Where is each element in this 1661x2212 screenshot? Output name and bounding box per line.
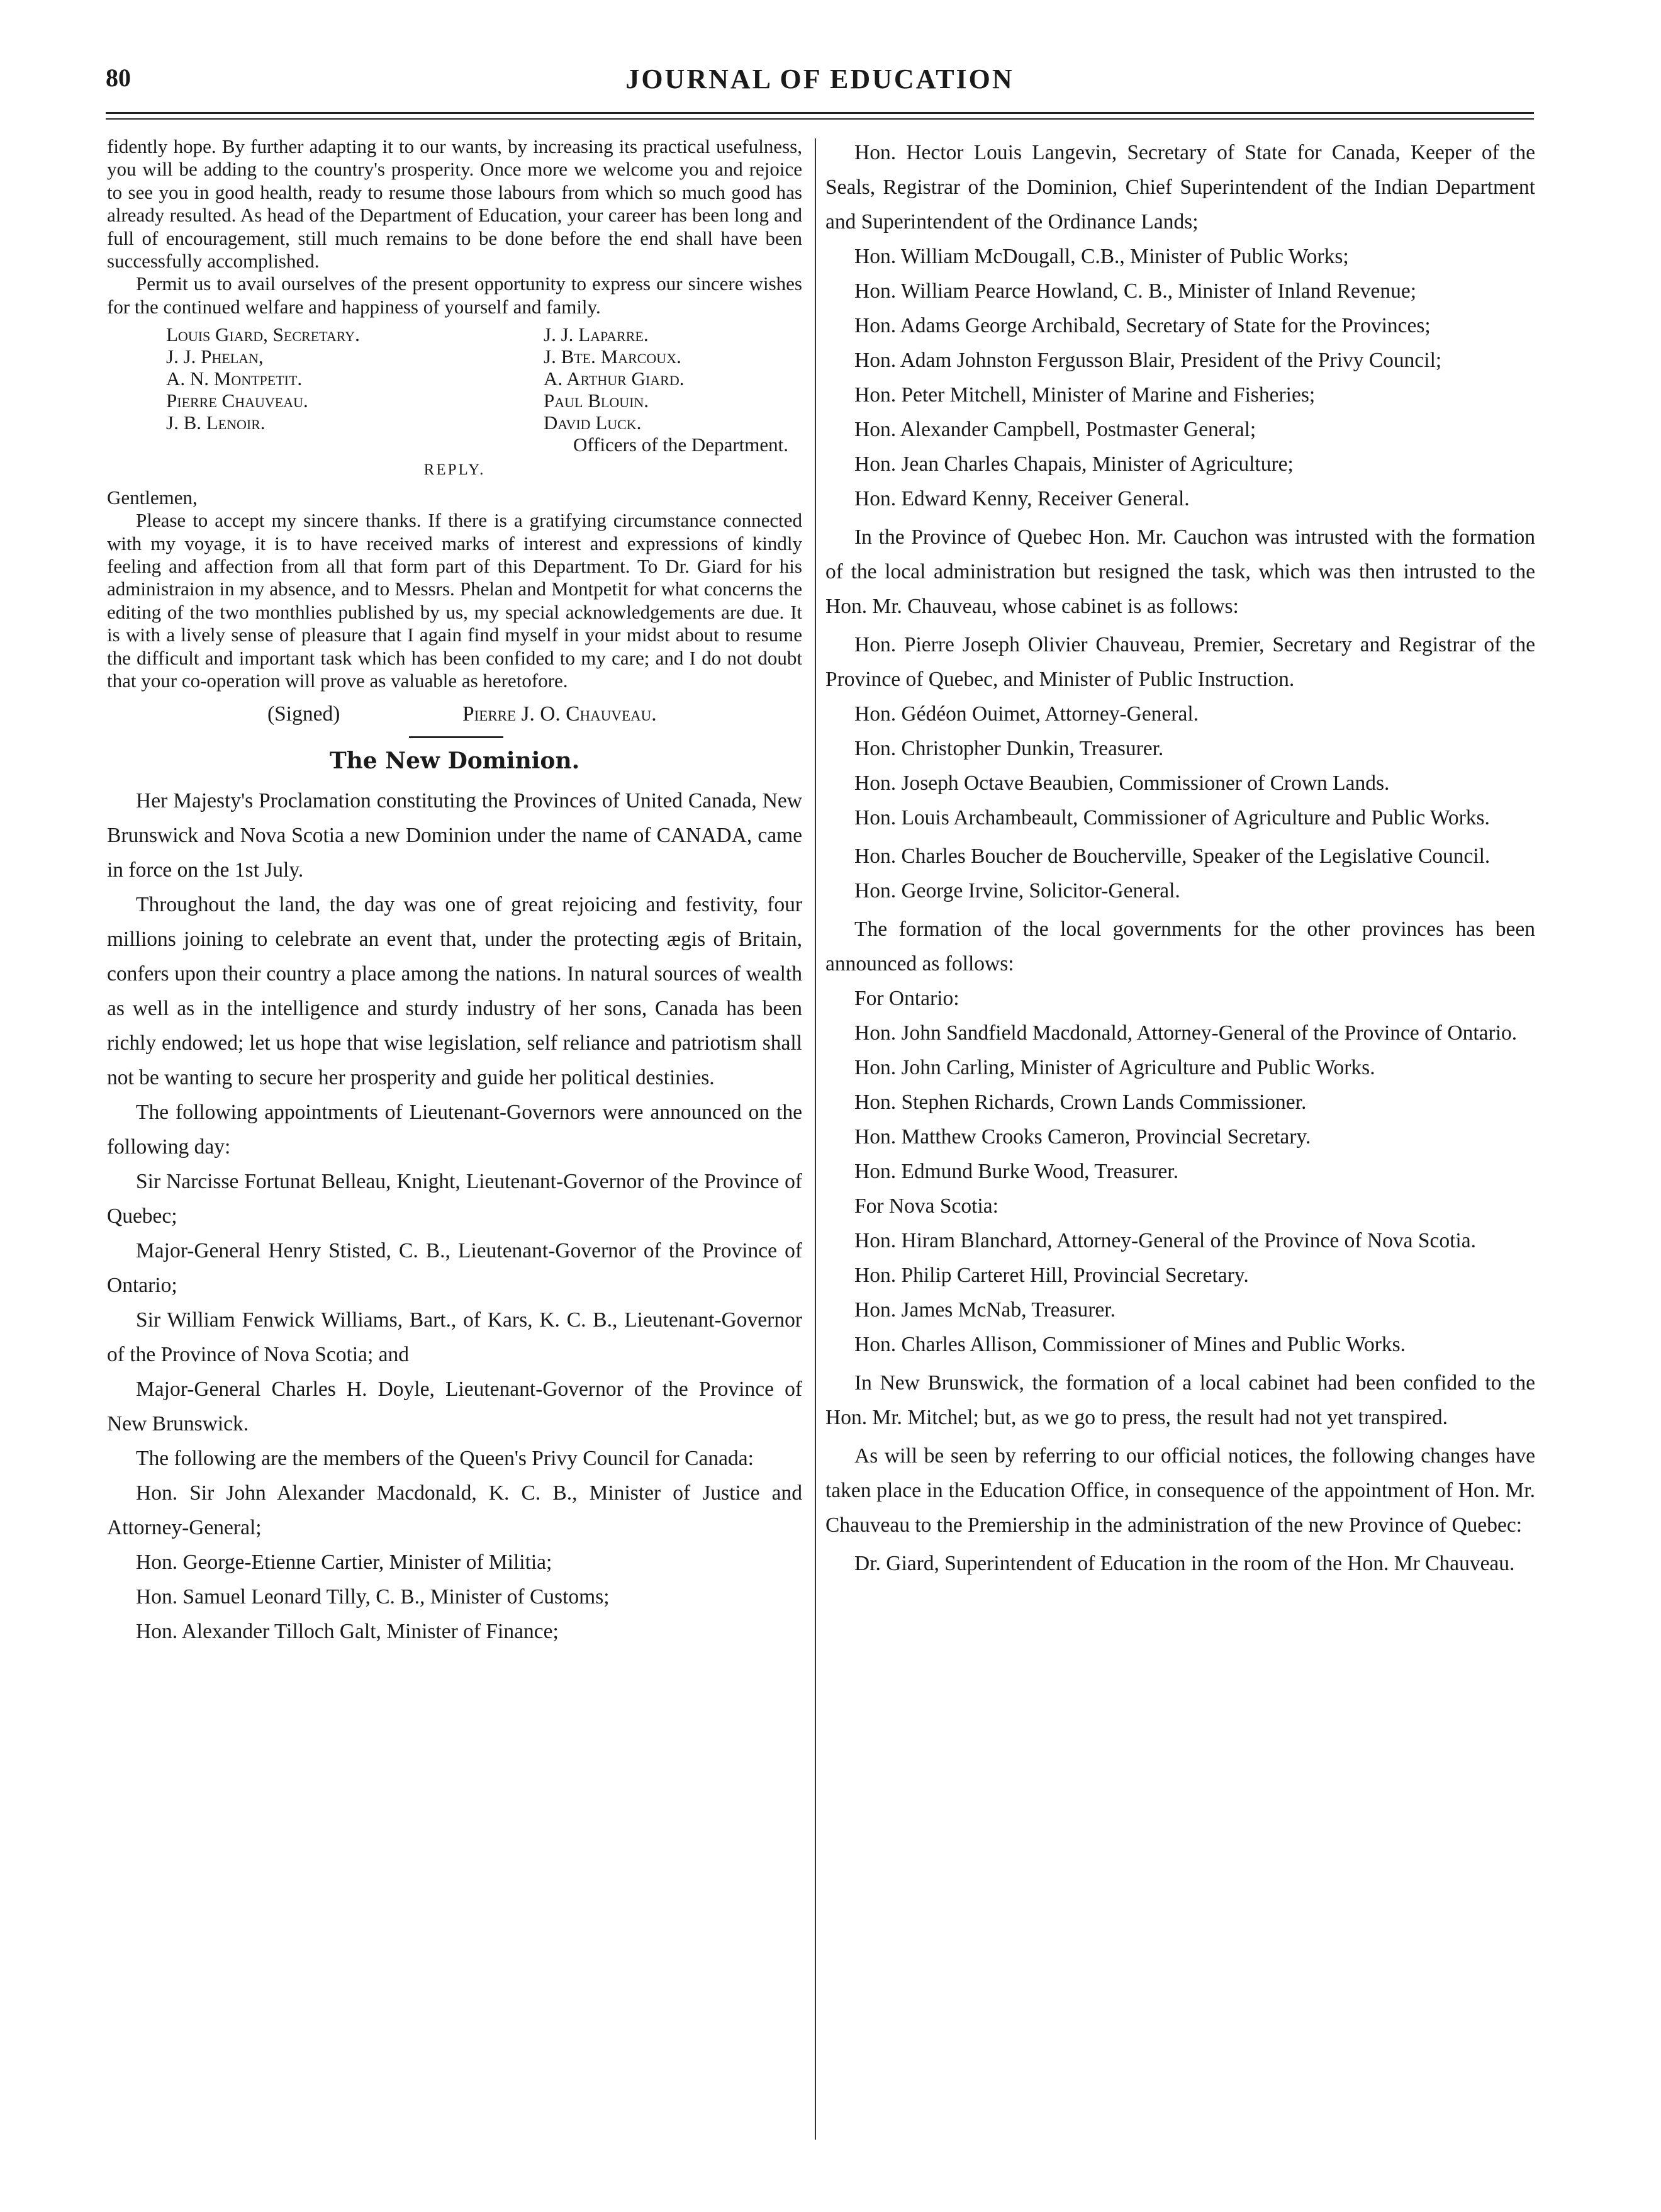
article-paragraph: Hon. Peter Mitchell, Minister of Marine and Fisheries; (854, 383, 1316, 407)
signatory-row (166, 368, 802, 390)
article-paragraph: Hon. John Carling, Minister of Agriculture and Public Works. (854, 1056, 1375, 1079)
signatory-row (166, 323, 802, 345)
reply-block (107, 509, 802, 692)
signatory-name: J. Bte. Marcoux. (544, 345, 681, 368)
signatory-name: J. J. Phelan, (166, 345, 264, 368)
article-paragraph: Hon. George-Etienne Cartier, Minister of Militia; (136, 1550, 552, 1574)
article-paragraph: Sir Narcisse Fortunat Belleau, Knight, Lieutenant-Governor of the Province of Quebec; (107, 1169, 802, 1228)
salutation: Gentlemen, (107, 486, 198, 509)
article-paragraph: Her Majesty's Proclamation constituting the Provinces of United Canada, New Brunswick and Nova Scotia a new Dominion under the name of CANADA, came in force on the 1st July. (107, 789, 802, 882)
header-rule-secondary (106, 118, 1534, 120)
article-paragraph: Hon. Philip Carteret Hill, Provincial Secretary. (854, 1264, 1249, 1287)
article-paragraph: Hon. Louis Archambeault, Commissioner of Agriculture and Public Works. (854, 806, 1490, 829)
signatory-row (166, 345, 802, 368)
section-divider (409, 736, 503, 738)
page-header (106, 63, 1534, 107)
article-paragraph: Throughout the land, the day was one of great rejoicing and festivity, four millions joining to celebrate an event that, under the protecting ægis of Britain, confers upon their country a place among the nations. In natural sources of wealth as well as in the intelligence and sturdy industry of her sons, Canada has been richly endowed; let us hope that wise legislation, self reliance and patriotism shall not be wanting to secure her prosperity and guide her political destinies. (107, 892, 802, 1089)
signatory-name: David Luck. (544, 412, 642, 434)
left-column (107, 135, 802, 1649)
page-number: 80 (106, 64, 131, 92)
article-paragraph: Hon. Christopher Dunkin, Treasurer. (854, 737, 1164, 760)
article-paragraph: Hon. George Irvine, Solicitor-General. (854, 879, 1180, 902)
article-paragraph: Hon. Alexander Tilloch Galt, Minister of Finance; (136, 1619, 559, 1643)
address-block (107, 135, 802, 318)
article-paragraph: Hon. William Pearce Howland, C. B., Minister of Inland Revenue; (854, 279, 1417, 303)
article-paragraph: Hon. James McNab, Treasurer. (854, 1298, 1116, 1322)
article-paragraph: Major-General Henry Stisted, C. B., Lieutenant-Governor of the Province of Ontario; (107, 1238, 802, 1297)
new-dominion-article (107, 783, 802, 1649)
right-column (825, 135, 1535, 1581)
subheading-nova-scotia: For Nova Scotia: (854, 1194, 998, 1218)
signatories-list (166, 323, 802, 434)
article-paragraph: Hon. William McDougall, C.B., Minister of Public Works; (854, 245, 1349, 268)
signed-name: Pierre J. O. Chauveau. (462, 702, 657, 726)
article-paragraph: Hon. John Sandfield Macdonald, Attorney-General of the Province of Ontario. (854, 1021, 1518, 1045)
article-paragraph: The formation of the local governments for the other provinces has been announced as follows: (825, 918, 1535, 975)
journal-title: JOURNAL OF EDUCATION (625, 64, 1014, 94)
signatory-row (166, 412, 802, 434)
article-paragraph: Hon. Gédéon Ouimet, Attorney-General. (854, 702, 1199, 726)
article-paragraph: Sir William Fenwick Williams, Bart., of Kars, K. C. B., Lieutenant-Governor of the Province of Nova Scotia; and (107, 1308, 802, 1366)
column-separator (815, 138, 816, 2140)
article-paragraph: Hon. Sir John Alexander Macdonald, K. C. B., Minister of Justice and Attorney-General; (107, 1481, 802, 1539)
signature-line (107, 697, 802, 731)
article-paragraph: Hon. Edmund Burke Wood, Treasurer. (854, 1160, 1178, 1183)
officers-line: Officers of the Department. (573, 434, 788, 456)
article-paragraph: In the Province of Quebec Hon. Mr. Cauchon was intrusted with the formation of the local administration but resigned the task, which was then intrusted to the Hon. Mr. Chauveau, whose cabinet is as follows: (825, 525, 1535, 618)
article-paragraph: Hon. Alexander Campbell, Postmaster General; (854, 418, 1256, 441)
signatory-name: Pierre Chauveau. (166, 390, 308, 412)
article-paragraph: Hon. Matthew Crooks Cameron, Provincial Secretary. (854, 1125, 1311, 1148)
signatory-row (166, 390, 802, 412)
article-paragraph: Hon. Samuel Leonard Tilly, C. B., Minister of Customs; (136, 1585, 610, 1608)
header-rule (106, 112, 1534, 114)
section-heading: The New Dominion. (329, 747, 580, 774)
article-paragraph: In New Brunswick, the formation of a local cabinet had been confided to the Hon. Mr. Mitchel; but, as we go to press, the result had not yet transpired. (825, 1371, 1535, 1429)
article-paragraph: Hon. Pierre Joseph Olivier Chauveau, Premier, Secretary and Registrar of the Province of Quebec, and Minister of Public Instruction. (825, 633, 1535, 691)
article-paragraph: Hon. Adam Johnston Fergusson Blair, President of the Privy Council; (854, 349, 1442, 372)
signatory-name: Louis Giard, Secretary. (166, 323, 360, 346)
article-paragraph: Hon. Joseph Octave Beaubien, Commissioner of Crown Lands. (854, 772, 1390, 795)
article-paragraph: Hon. Charles Boucher de Boucherville, Speaker of the Legislative Council. (854, 845, 1490, 868)
article-paragraph: Hon. Charles Allison, Commissioner of Mines and Public Works. (854, 1333, 1406, 1356)
article-paragraph: Hon. Adams George Archibald, Secretary of State for the Provinces; (854, 314, 1431, 337)
signed-label: (Signed) (267, 702, 340, 726)
signatory-name: A. N. Montpetit. (166, 368, 303, 390)
article-paragraph: Hon. Hector Louis Langevin, Secretary of State for Canada, Keeper of the Seals, Registrar of the Dominion, Chief Superintendent of the Indian Department and Superintendent of the Ordinance Lands; (825, 141, 1535, 233)
article-paragraph: Hon. Edward Kenny, Receiver General. (854, 487, 1190, 510)
subheading-ontario: For Ontario: (854, 987, 959, 1010)
article-paragraph: The following appointments of Lieutenant-Governors were announced on the following day: (107, 1100, 802, 1159)
article-paragraph: Hon. Hiram Blanchard, Attorney-General of the Province of Nova Scotia. (854, 1229, 1476, 1252)
signatory-name: J. J. Laparre. (544, 323, 649, 346)
signatory-name: A. Arthur Giard. (544, 368, 685, 390)
signatory-name: Paul Blouin. (544, 390, 649, 412)
reply-paragraph: Please to accept my sincere thanks. If there is a gratifying circumstance connected with my voyage, it is to have received marks of interest and expressions of kindly feeling and affection from all that form part of this Department. To Dr. Giard for his administraion in my absence, and to Messrs. Phelan and Montpetit for what concerns the editing of the two monthlies published by us, my special acknowledgements are due. It is with a lively sense of pleasure that I again find myself in your midst about to resume the difficult and important task which has been confided to my care; and I do not doubt that your co-operation will prove as valuable as heretofore. (107, 509, 802, 692)
article-paragraph: Hon. Stephen Richards, Crown Lands Commissioner. (854, 1091, 1307, 1114)
article-paragraph: Major-General Charles H. Doyle, Lieutenant-Governor of the Province of New Brunswick. (107, 1377, 802, 1435)
article-paragraph: Dr. Giard, Superintendent of Education in the room of the Hon. Mr Chauveau. (854, 1552, 1515, 1575)
article-paragraph: As will be seen by referring to our official notices, the following changes have taken place in the Education Office, in consequence of the appointment of Hon. Mr. Chauveau to the Premiership in the administration of the new Province of Quebec: (825, 1444, 1535, 1537)
reply-heading: REPLY. (423, 461, 486, 479)
address-paragraph: fidently hope. By further adapting it to our wants, by increasing its practical usefulness, you will be adding to the country's prosperity. Once more we welcome you and rejoice to see you in good health, ready to resume those labours from which so much good has already resulted. As head of the Department of Education, your career has been long and full of encouragement, still much remains to be done before the end shall have been successfully accomplished. (107, 135, 802, 272)
signatory-name: J. B. Lenoir. (166, 412, 266, 434)
article-paragraph: The following are the members of the Queen's Privy Council for Canada: (136, 1446, 754, 1470)
article-paragraph: Hon. Jean Charles Chapais, Minister of Agriculture; (854, 452, 1294, 476)
address-paragraph: Permit us to avail ourselves of the present opportunity to express our sincere wishes for the continued welfare and happiness of yourself and family. (107, 272, 802, 318)
